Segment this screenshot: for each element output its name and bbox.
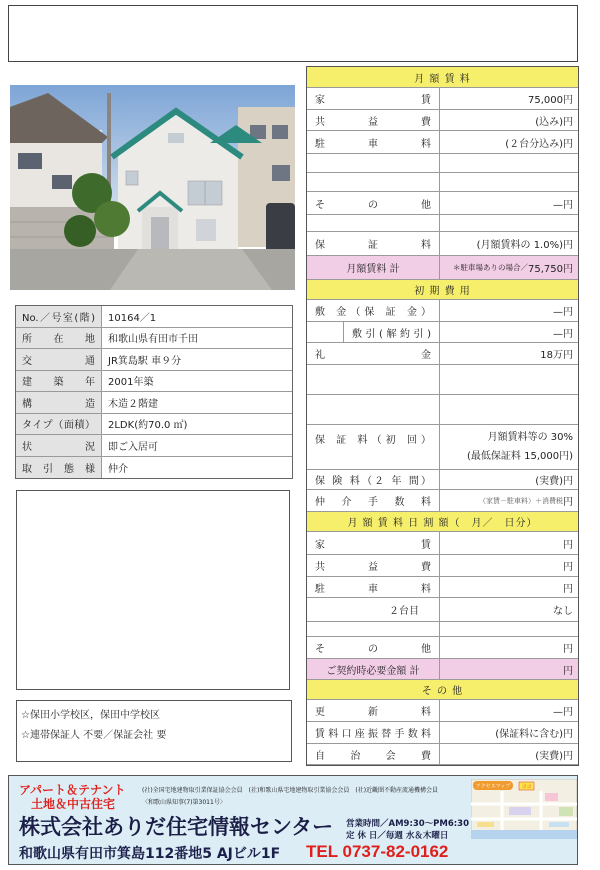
row-label: 仲 介 手 数 料 — [315, 497, 431, 508]
row-neighborhood-fee — [307, 744, 578, 765]
row-label: 保 険 料（２ 年 間） — [315, 476, 431, 487]
row-value-cell — [440, 622, 578, 636]
row-sublabel-cell — [343, 322, 439, 342]
info-label-cell — [16, 306, 102, 327]
row-value-cell — [440, 300, 578, 321]
row-insurance — [307, 470, 578, 490]
row-value-cell — [440, 154, 578, 172]
row-value-cell — [440, 425, 578, 469]
row-value-cell — [440, 659, 578, 679]
row-value-cell — [440, 598, 578, 621]
info-label: 所 在 地 — [22, 334, 95, 346]
row-deposit — [307, 300, 578, 322]
info-label-cell — [16, 414, 102, 435]
blank-floorplan-box — [16, 490, 290, 690]
row-deposit-deduction — [307, 322, 578, 343]
row-label-cell — [307, 232, 440, 255]
info-value: 2LDK(約70.0 ㎡) — [108, 420, 188, 432]
row-second-car — [307, 598, 578, 622]
section-header-label: 月 額 賃 料 日 割 額（ 月／ 日分） — [347, 518, 538, 529]
row-label-cell — [307, 722, 440, 743]
row-value: 円 — [563, 562, 573, 573]
info-value-cell — [102, 435, 292, 456]
row-blank — [307, 395, 578, 425]
row-value-cell — [440, 577, 578, 597]
row-blank — [307, 173, 578, 192]
info-value-cell — [102, 349, 292, 370]
row-value-cell — [440, 470, 578, 489]
info-value-cell — [102, 306, 292, 327]
row-other — [307, 192, 578, 215]
row-label-cell — [307, 700, 440, 721]
row-value: なし — [553, 606, 573, 617]
section-header-label: そ の 他 — [421, 686, 464, 697]
info-label-cell — [16, 392, 102, 413]
info-label-cell — [16, 349, 102, 370]
closed-days: 定 休 日／毎週 水＆木曜日 — [346, 831, 449, 841]
row-label: 家 賃 — [315, 95, 431, 106]
row-value-cell — [440, 322, 578, 342]
row-label-cell — [307, 659, 440, 679]
info-label: No.／号室(階) — [22, 312, 95, 324]
row-contract-total — [307, 659, 578, 680]
row-value: —円 — [553, 199, 573, 211]
row-label: 保 証 料（初 回） — [315, 435, 431, 446]
row-label-cell — [307, 215, 440, 231]
info-value: 10164／1 — [108, 312, 157, 324]
row-label-cell — [307, 88, 440, 109]
info-value: 和歌山県有田市千田 — [108, 334, 198, 346]
row-value-cell — [440, 232, 578, 255]
row-value: —円 — [553, 328, 573, 340]
row-value-cell — [440, 555, 578, 576]
row-label-cell — [307, 365, 440, 394]
row-value: (月額賃料の 1.0%)円 — [476, 240, 573, 251]
row-note: ＊駐車場ありの場合／ — [453, 263, 528, 272]
association-memberships: (社)全国宅地建物取引業保証協会会員 (社)和歌山県宅地建物取引業協会会員 (社)近畿圏不動産流通機構会員 — [142, 787, 439, 794]
note-guarantor: ☆連帯保証人 不要／保証会社 要 — [21, 730, 167, 741]
section-header-label: 初 期 費 用 — [414, 286, 471, 297]
row-guarantee-initial — [307, 425, 578, 470]
row-label-cell — [307, 173, 440, 191]
row-value-cell — [440, 215, 578, 231]
company-name: 株式会社ありだ住宅情報センター — [19, 815, 334, 839]
business-hours: 営業時間／AM9:30～PM6:30 — [346, 819, 470, 829]
row-parking — [307, 131, 578, 154]
row-label-cell — [307, 256, 440, 279]
row-monthly-total — [307, 256, 578, 280]
access-map — [471, 779, 577, 839]
row-label: 保 証 料 — [315, 240, 431, 251]
row-label-cell — [307, 490, 440, 511]
property-info-table — [16, 306, 292, 478]
row-value-cell — [440, 395, 578, 424]
info-row-structure — [16, 392, 292, 414]
note-school-district: ☆保田小学校区，保田中学校区 — [21, 710, 160, 721]
info-label: 交 通 — [22, 355, 95, 367]
row-value: (実費)円 — [535, 750, 573, 762]
row-value: 75,000円 — [528, 95, 573, 106]
access-map-image — [471, 779, 577, 839]
row-blank — [307, 215, 578, 232]
row-label-cell — [307, 622, 440, 636]
section-header-daily-prorated — [307, 512, 578, 532]
row-label-cell — [307, 532, 440, 554]
section-header-label: 月 額 賃 料 — [414, 73, 471, 85]
row-value-cell — [440, 532, 578, 554]
row-value: 円 — [563, 539, 573, 551]
row-label-cell — [307, 598, 440, 621]
row-blank — [307, 154, 578, 173]
row-label: そ の 他 — [315, 644, 431, 655]
info-value-cell — [102, 328, 292, 349]
row-label: ご契約時必要金額 計 — [326, 665, 420, 677]
property-photo — [10, 85, 295, 290]
row-rent — [307, 88, 578, 110]
section-header-monthly-rent — [307, 67, 578, 88]
row-label: 礼 金 — [315, 350, 431, 361]
row-label-cell — [307, 300, 440, 321]
info-label: 取 引 態 様 — [22, 463, 95, 475]
row-value: (込み)円 — [535, 116, 573, 128]
info-row-type — [16, 414, 292, 436]
row-value: —円 — [553, 307, 573, 318]
info-label: 状 況 — [22, 441, 95, 453]
row-label: 共 益 費 — [315, 562, 431, 573]
row-prorated-parking — [307, 577, 578, 598]
row-label-cell — [307, 470, 440, 489]
info-label-cell — [16, 435, 102, 456]
info-row-status — [16, 435, 292, 457]
row-renewal — [307, 700, 578, 722]
row-value-line1: 月額賃料等の 30% — [487, 432, 573, 443]
row-value-cell — [440, 722, 578, 743]
row-label-cell — [307, 343, 440, 364]
row-label: 敷 金（保 証 金） — [315, 307, 431, 318]
row-value-cell — [440, 131, 578, 153]
company-address: 和歌山県有田市箕島112番地5 AJビル1F — [19, 846, 281, 862]
row-transfer-fee — [307, 722, 578, 744]
info-row-built-year — [16, 371, 292, 393]
row-value-cell — [440, 637, 578, 658]
car — [266, 203, 295, 255]
row-label-cell — [307, 744, 440, 764]
row-common-fee — [307, 110, 578, 131]
property-photo-image — [10, 85, 295, 290]
row-prorated-common-fee — [307, 555, 578, 577]
row-value: 18万円 — [540, 350, 573, 361]
row-value-cell — [440, 700, 578, 721]
info-label: タイプ（面積） — [22, 420, 95, 432]
row-value-cell — [440, 110, 578, 130]
rent-cost-table — [307, 67, 578, 765]
row-value-cell — [440, 490, 578, 511]
row-label: 駐 車 料 — [315, 138, 431, 150]
info-label: 構 造 — [22, 398, 95, 410]
row-label-cell — [307, 577, 440, 597]
row-prorated-other — [307, 637, 578, 659]
row-value: (保証料に含む)円 — [495, 729, 573, 740]
map-title: アクセスマップ — [475, 783, 511, 790]
section-header-initial-costs — [307, 280, 578, 300]
row-brokerage — [307, 490, 578, 512]
info-row-access — [16, 349, 292, 371]
info-value-cell — [102, 457, 292, 479]
row-value: 円 — [563, 583, 573, 595]
info-value: 2001年築 — [108, 377, 154, 389]
row-value-cell — [440, 343, 578, 364]
row-label: 更 新 料 — [315, 707, 431, 718]
row-value: 円 — [563, 644, 573, 655]
row-value-line2: (最低保証料 15,000円) — [467, 451, 573, 462]
info-row-number — [16, 306, 292, 328]
map-water — [471, 830, 577, 839]
row-label-cell — [307, 425, 440, 469]
row-label-cell — [307, 110, 440, 130]
row-guarantee — [307, 232, 578, 256]
row-label-cell — [307, 395, 440, 424]
row-value: (２台分込み)円 — [505, 138, 573, 150]
row-label-cell — [307, 322, 440, 342]
row-blank — [307, 365, 578, 395]
row-note: （家賃－駐車料）＋消費税 — [479, 496, 563, 505]
info-row-transaction — [16, 457, 292, 479]
row-key-money — [307, 343, 578, 365]
row-label-cell — [307, 192, 440, 214]
info-label-cell — [16, 328, 102, 349]
row-value-cell — [440, 365, 578, 394]
company-phone: TEL 0737-82-0162 — [306, 842, 449, 861]
row-value: 円 — [563, 665, 573, 677]
map-marker: ココ — [521, 784, 532, 790]
row-label: 家 賃 — [315, 539, 431, 551]
company-banner — [8, 775, 578, 865]
row-value: (実費)円 — [535, 476, 573, 487]
info-label-cell — [16, 371, 102, 392]
row-label: ２台目 — [389, 606, 419, 617]
info-value-cell — [102, 414, 292, 435]
tag-apartment-tenant: アパート＆テナント — [19, 783, 126, 797]
info-value: JR箕島駅 車９分 — [108, 355, 182, 367]
info-value: 即ご入居可 — [108, 441, 158, 453]
row-blank — [307, 622, 578, 637]
row-label: 月額賃料 計 — [346, 264, 400, 275]
row-label-cell — [307, 555, 440, 576]
row-label: 共 益 費 — [315, 116, 431, 128]
row-label: 駐 車 料 — [315, 583, 431, 595]
row-label-cell — [307, 154, 440, 172]
driveway — [10, 249, 295, 290]
license-number: 〈和歌山県知事(7)第3011号〉 — [142, 799, 226, 806]
top-blank-box — [8, 5, 578, 62]
row-value-cell — [440, 173, 578, 191]
info-value: 木造２階建 — [108, 398, 158, 410]
row-prorated-rent — [307, 532, 578, 555]
row-value-cell — [440, 192, 578, 214]
row-label-cell — [307, 131, 440, 153]
info-label: 建 築 年 — [22, 377, 95, 389]
section-header-other-fees — [307, 680, 578, 700]
row-label: そ の 他 — [315, 199, 431, 211]
row-value-cell — [440, 744, 578, 764]
info-value-cell — [102, 392, 292, 413]
row-value: —円 — [553, 707, 573, 718]
info-label-cell — [16, 457, 102, 479]
row-label: 賃料口座振替手数料 — [315, 729, 431, 740]
info-row-location — [16, 328, 292, 350]
notes-box — [16, 700, 292, 762]
row-value: 75,750円 — [528, 264, 573, 275]
tag-land-used-house: 土地＆中古住宅 — [31, 797, 116, 811]
info-value-cell — [102, 371, 292, 392]
row-label: 自 治 会 費 — [315, 750, 431, 762]
row-label-cell — [307, 637, 440, 658]
row-value: 円 — [563, 497, 573, 508]
row-value-cell — [440, 88, 578, 109]
row-label: 敷引(解約引) — [352, 328, 431, 340]
row-value-cell — [440, 256, 578, 279]
info-value: 仲介 — [108, 463, 128, 475]
